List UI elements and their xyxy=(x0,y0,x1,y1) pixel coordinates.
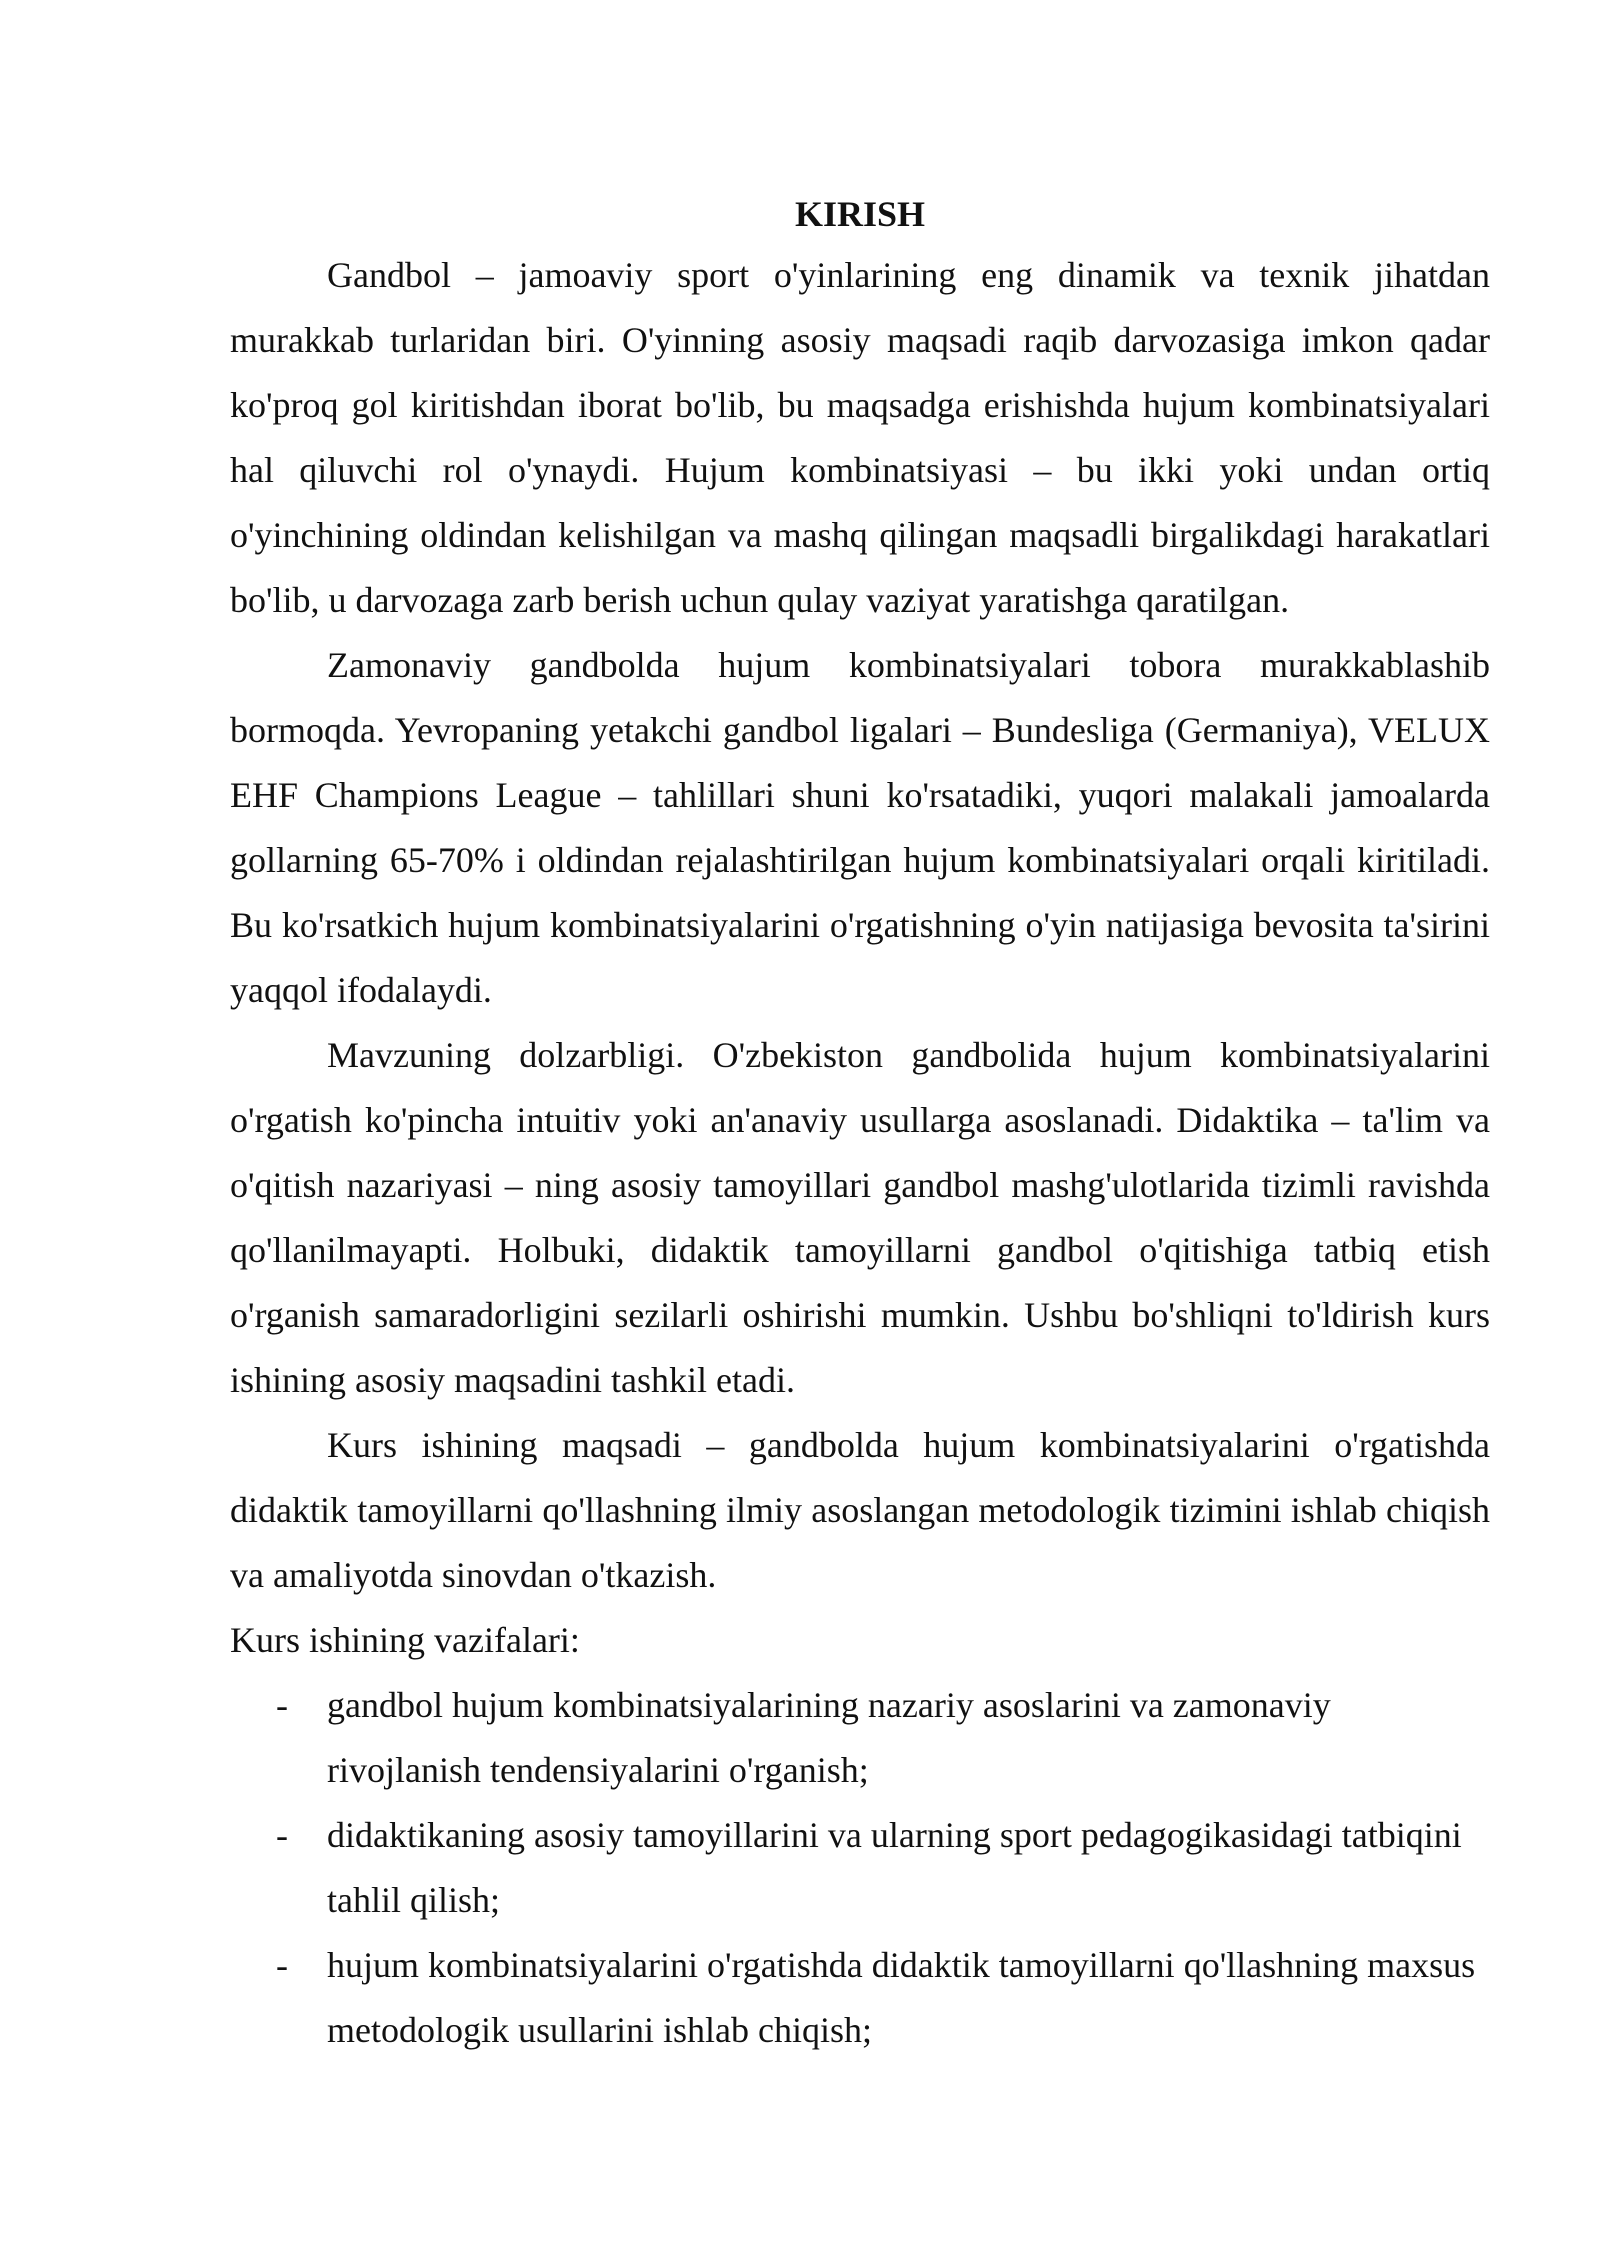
dash-bullet-icon: - xyxy=(276,1685,288,1725)
tasks-list xyxy=(230,1673,1490,2063)
paragraph-intro: Gandbol – jamoaviy sport o'yinlarining eng dinamik va texnik jihatdan murakkab turlaridan biri. O'yinning asosiy maqsadi raqib darvozasiga imkon qadar ko'proq gol kiritishdan iborat bo'lib, bu maqsadga erishishda hujum kombinatsiyalari hal qiluvchi rol o'ynaydi. Hujum kombinatsiyasi – bu ikki yoki undan ortiq o'yinchining oldindan kelishilgan va mashq qilingan maqsadli birgalikdagi harakatlari bo'lib, u darvozaga zarb berish uchun qulay vaziyat yaratishga qaratilgan. xyxy=(230,255,1490,620)
dash-bullet-icon: - xyxy=(276,1815,288,1855)
task-text: didaktikaning asosiy tamoyillarini va ularning sport pedagogikasidagi tatbiqini tahlil qilish; xyxy=(327,1815,1462,1920)
paragraph-goal: Kurs ishining maqsadi – gandbolda hujum kombinatsiyalarini o'rgatishda didaktik tamoyillarni qo'llashning ilmiy asoslangan metodologik tizimini ishlab chiqish va amaliyotda sinovdan o'tkazish. xyxy=(230,1425,1490,1595)
document-content xyxy=(230,185,1490,2063)
tasks-heading: Kurs ishining vazifalari: xyxy=(230,1620,580,1660)
list-item xyxy=(230,1673,1487,1803)
list-item xyxy=(230,1933,1487,2063)
paragraph-modern-handball: Zamonaviy gandbolda hujum kombinatsiyalari tobora murakkablashib bormoqda. Yevropaning yetakchi gandbol ligalari – Bundesliga (Germaniya), VELUX EHF Champions League – tahlillari shuni ko'rsatadiki, yuqori malakali jamoalarda gollarning 65-70% i oldindan rejalashtirilgan hujum kombinatsiyalari orqali kiritiladi. Bu ko'rsatkich hujum kombinatsiyalarini o'rgatishning o'yin natijasiga bevosita ta'sirini yaqqol ifodalaydi. xyxy=(230,645,1490,1010)
task-text: gandbol hujum kombinatsiyalarining nazariy asoslarini va zamonaviy rivojlanish tendensiyalarini o'rganish; xyxy=(327,1685,1331,1790)
paragraph-relevance: Mavzuning dolzarbligi. O'zbekiston gandbolida hujum kombinatsiyalarini o'rgatish ko'pincha intuitiv yoki an'anaviy usullarga asoslanadi. Didaktika – ta'lim va o'qitish nazariyasi – ning asosiy tamoyillari gandbol mashg'ulotlarida tizimli ravishda qo'llanilmayapti. Holbuki, didaktik tamoyillarni gandbol o'qitishiga tatbiq etish o'rganish samaradorligini sezilarli oshirishi mumkin. Ushbu bo'shliqni to'ldirish kurs ishining asosiy maqsadini tashkil etadi. xyxy=(230,1035,1490,1400)
list-item xyxy=(230,1803,1487,1933)
task-text: hujum kombinatsiyalarini o'rgatishda didaktik tamoyillarni qo'llashning maxsus metodologik usullarini ishlab chiqish; xyxy=(327,1945,1476,2050)
dash-bullet-icon: - xyxy=(276,1945,288,1985)
page-title: KIRISH xyxy=(794,194,926,234)
